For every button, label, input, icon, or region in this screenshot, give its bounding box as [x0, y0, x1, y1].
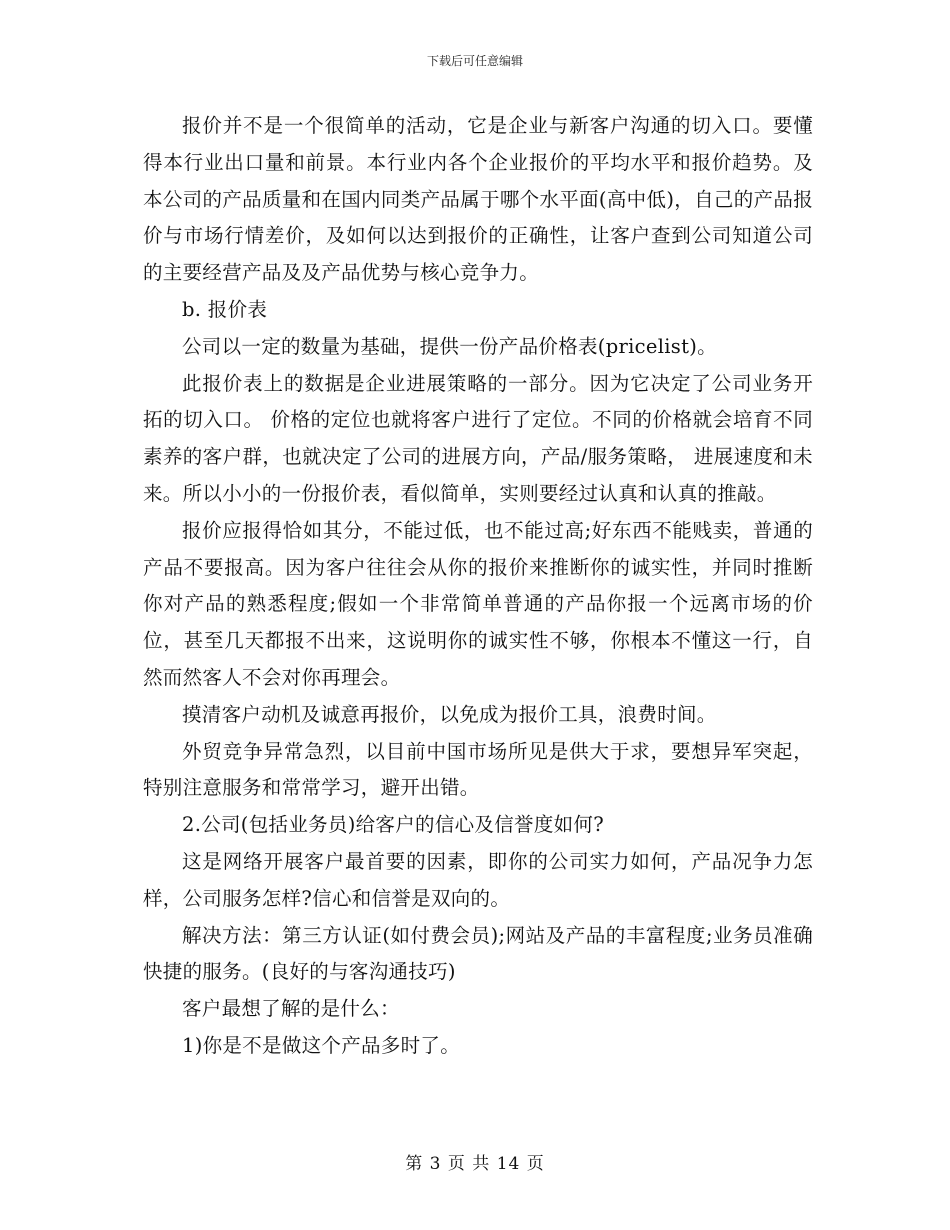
paragraph-competition: 外贸竞争异常急烈，以目前中国市场所见是供大于求，要想异军突起，特别注意服务和常常学习，避开出错。 [143, 739, 813, 800]
paragraph-list-item-1: 1)你是不是做这个产品多时了。 [182, 1033, 461, 1057]
document-body [143, 108, 813, 1065]
header-note: 下载后可任意编辑 [426, 54, 523, 68]
paragraph-pricing-advice: 报价应报得恰如其分，不能过低，也不能过高;好东西不能贱卖，普通的产品不要报高。因为客户往往会从你的报价来推断你的诚实性，并同时推断你对产品的熟悉程度;假如一个非常简单普通的产品你报一个远离市场的价位，甚至几天都报不出来，这说明你的诚实性不够，你根本不懂这一行，自然而然客人不会对你再理会。 [143, 518, 813, 689]
paragraph-section-2-heading: 2.公司(包括业务员)给客户的信心及信誉度如何? [182, 813, 604, 837]
page-number: 第 3 页 共 14 页 [405, 1154, 545, 1174]
paragraph-trust-factor: 这是网络开展客户最首要的因素，即你的公司实力如何，产品况争力怎样，公司服务怎样?信心和信誉是双向的。 [143, 849, 813, 910]
paragraph-quote-table-heading: b. 报价表 [182, 297, 268, 321]
paragraph-strategy: 此报价表上的数据是企业进展策略的一部分。因为它决定了公司业务开拓的切入口。 价格的定位也就将客户进行了定位。不同的价格就会培育不同素养的客户群，也就决定了公司的进展方向，产品/服务策略， 进展速度和未来。所以小小的一份报价表，看似简单，实则要经过认真和认真的推敲。 [143, 371, 813, 505]
paragraph-customer-motive: 摸清客户动机及诚意再报价，以免成为报价工具，浪费时间。 [182, 702, 717, 726]
paragraph-quote-intro: 报价并不是一个很简单的活动，它是企业与新客户沟通的切入口。要懂得本行业出口量和前景。本行业内各个企业报价的平均水平和报价趋势。及本公司的产品质量和在国内同类产品属于哪个水平面(高中低)，自己的产品报价与市场行情差价，及如何以达到报价的正确性，让客户查到公司知道公司的主要经营产品及及产品优势与核心竞争力。 [143, 114, 813, 285]
paragraph-price-list: 公司以一定的数量为基础，提供一份产品价格表(pricelist)。 [182, 334, 717, 358]
paragraph-solution: 解决方法：第三方认证(如付费会员);网站及产品的丰富程度;业务员准确快捷的服务。(良好的与客沟通技巧) [143, 923, 813, 984]
paragraph-customer-wants: 客户最想了解的是什么： [182, 997, 400, 1021]
